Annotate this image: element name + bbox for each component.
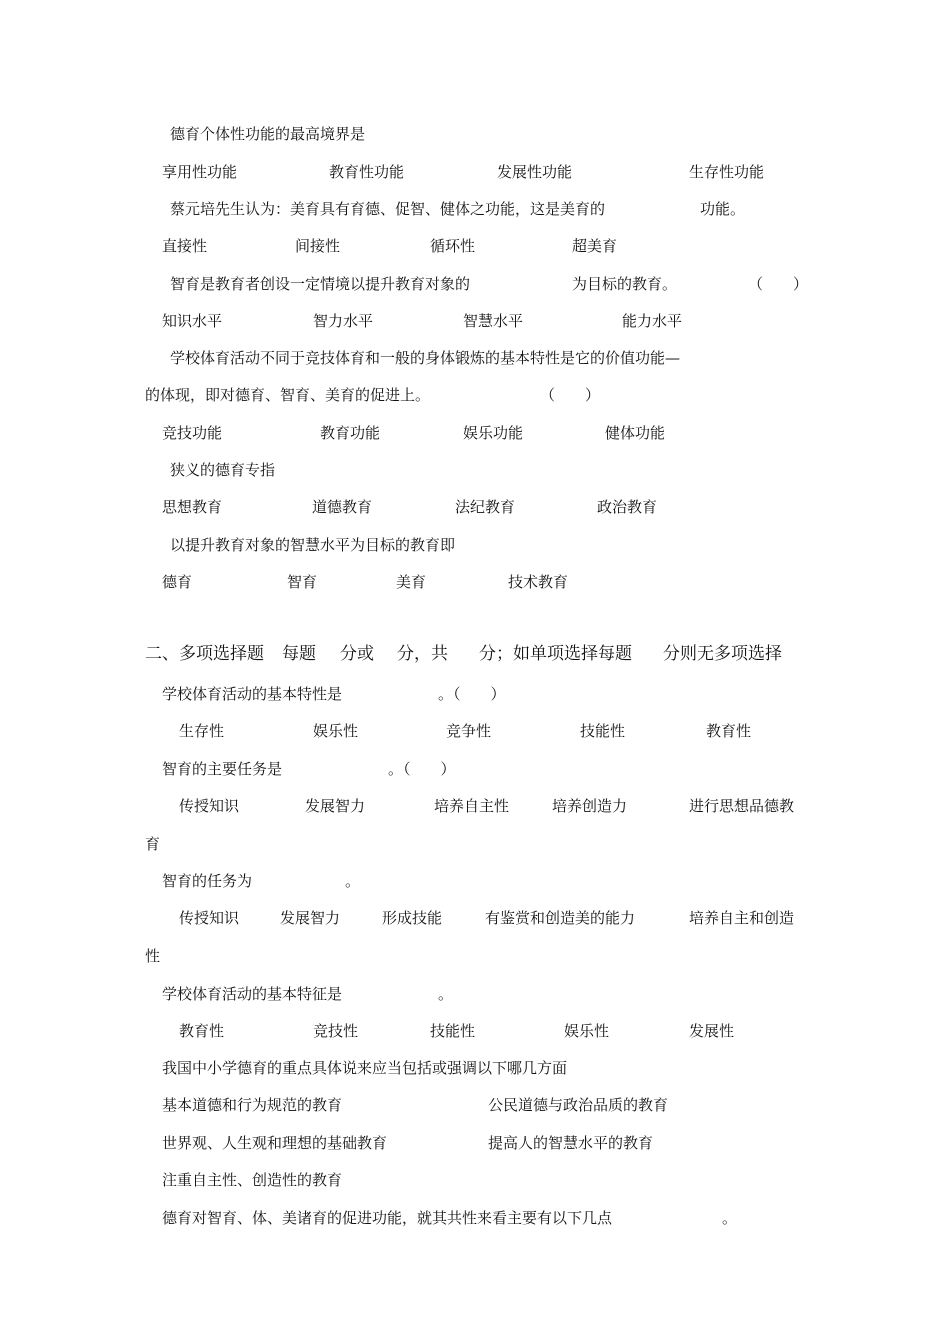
question-stem: 狭义的德育专指 xyxy=(170,461,276,479)
section-heading: 二、多项选择题 xyxy=(145,644,264,664)
option: 有鉴赏和创造美的能力 xyxy=(485,909,636,927)
option-wrap: 育 xyxy=(145,835,161,853)
option: 超美育 xyxy=(572,237,618,255)
option: 德育 xyxy=(162,573,193,591)
question-tail: 。 xyxy=(438,985,454,1003)
option: 生存性 xyxy=(179,722,225,740)
option: 娱乐性 xyxy=(564,1022,610,1040)
question-stem: 我国中小学德育的重点具体说来应当包括或强调以下哪几方面 xyxy=(162,1059,568,1077)
section-heading-part: 分，共 xyxy=(397,644,448,664)
option: 进行思想品德教 xyxy=(689,797,795,815)
option: 注重自主性、创造性的教育 xyxy=(162,1171,343,1189)
option: 技能性 xyxy=(580,722,626,740)
option: 传授知识 xyxy=(179,909,240,927)
option: 传授知识 xyxy=(179,797,240,815)
section-heading-part: 分；如单项选择每题 xyxy=(479,644,632,664)
option-wrap: 性 xyxy=(145,947,161,965)
option: 提高人的智慧水平的教育 xyxy=(488,1134,654,1152)
option: 智力水平 xyxy=(313,312,374,330)
option: 循环性 xyxy=(430,237,476,255)
question-continuation: 的体现，即对德育、智育、美育的促进上。 xyxy=(145,386,431,404)
option: 教育性 xyxy=(179,1022,225,1040)
question-stem: 学校体育活动的基本特征是 xyxy=(162,985,343,1003)
option: 美育 xyxy=(396,573,427,591)
option: 能力水平 xyxy=(622,312,683,330)
option: 健体功能 xyxy=(605,424,666,442)
section-heading-part: 分或 xyxy=(340,644,374,664)
option: 技能性 xyxy=(430,1022,476,1040)
question-stem: 蔡元培先生认为：美育具有育德、促智、健体之功能，这是美育的 xyxy=(170,200,606,218)
option: 培养创造力 xyxy=(552,797,628,815)
option: 发展智力 xyxy=(305,797,366,815)
option: 发展性 xyxy=(689,1022,735,1040)
option: 竞技性 xyxy=(313,1022,359,1040)
option: 教育功能 xyxy=(320,424,381,442)
question-stem: 学校体育活动不同于竞技体育和一般的身体锻炼的基本特性是它的价值功能— xyxy=(170,349,681,367)
option: 知识水平 xyxy=(162,312,223,330)
question-stem: 智育的主要任务是 xyxy=(162,760,283,778)
option: 娱乐功能 xyxy=(463,424,524,442)
option: 竞技功能 xyxy=(162,424,223,442)
option: 世界观、人生观和理想的基础教育 xyxy=(162,1134,388,1152)
answer-parens: （ ） xyxy=(748,275,809,293)
option: 培养自主和创造 xyxy=(689,909,795,927)
option: 智慧水平 xyxy=(463,312,524,330)
option: 教育性功能 xyxy=(329,163,405,181)
question-tail: 。 xyxy=(345,872,361,890)
option: 技术教育 xyxy=(508,573,569,591)
option: 形成技能 xyxy=(382,909,443,927)
option: 间接性 xyxy=(295,237,341,255)
question-tail: 。（ ） xyxy=(438,685,506,703)
question-stem: 德育个体性功能的最高境界是 xyxy=(170,125,366,143)
question-stem: 智育是教育者创设一定情境以提升教育对象的 xyxy=(170,275,471,293)
question-tail: 。（ ） xyxy=(388,760,456,778)
option: 生存性功能 xyxy=(689,163,765,181)
option: 道德教育 xyxy=(312,498,373,516)
option: 教育性 xyxy=(706,722,752,740)
option: 公民道德与政治品质的教育 xyxy=(488,1096,669,1114)
option: 法纪教育 xyxy=(455,498,516,516)
option: 政治教育 xyxy=(597,498,658,516)
option: 竞争性 xyxy=(446,722,492,740)
section-heading-part: 每题 xyxy=(282,644,316,664)
question-tail: 。 xyxy=(722,1209,738,1227)
section-heading-part: 分则无多项选择 xyxy=(663,644,782,664)
option: 享用性功能 xyxy=(162,163,238,181)
question-tail: 功能。 xyxy=(700,200,746,218)
question-stem: 以提升教育对象的智慧水平为目标的教育即 xyxy=(170,536,456,554)
question-stem: 智育的任务为 xyxy=(162,872,253,890)
option: 娱乐性 xyxy=(313,722,359,740)
question-stem: 学校体育活动的基本特性是 xyxy=(162,685,343,703)
option: 发展智力 xyxy=(280,909,341,927)
option: 智育 xyxy=(287,573,318,591)
question-tail: 为目标的教育。 xyxy=(572,275,678,293)
option: 发展性功能 xyxy=(497,163,573,181)
option: 培养自主性 xyxy=(434,797,510,815)
option: 基本道德和行为规范的教育 xyxy=(162,1096,343,1114)
answer-parens: （ ） xyxy=(540,386,601,404)
question-stem: 德育对智育、体、美诸育的促进功能，就其共性来看主要有以下几点 xyxy=(162,1209,613,1227)
option: 思想教育 xyxy=(162,498,223,516)
option: 直接性 xyxy=(162,237,208,255)
